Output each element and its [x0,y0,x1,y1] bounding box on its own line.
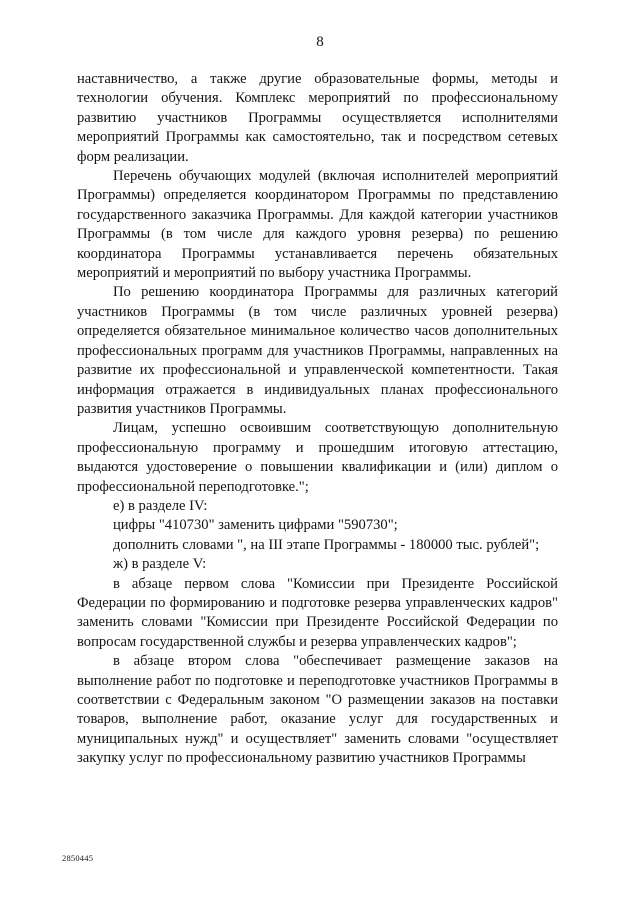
paragraph-certificates: Лицам, успешно освоившим соответствующую дополнительную профессиональную программу и прошедшим итоговую аттестацию, выдаются удостоверение о повышении квалификации и (или) диплом о профессиональной переподготовке."; [77,420,558,495]
document-body [77,70,558,769]
amendment-section-v: ж) в разделе V: [113,556,207,573]
document-code: 2850445 [62,853,94,863]
amendment-second-paragraph: в абзаце втором слова "обеспечивает размещение заказов на выполнение работ по подготовке и переподготовке участников Программы в соответствии с Федеральным законом "О размещении заказов на поставки товаров, выполнение работ, оказание услуг для государственных и муниципальных нужд" и осуществляет" заменить словами "осуществляет закупку услуг по профессиональному развитию участников Программы [77,653,558,767]
paragraph-minimum-hours: По решению координатора Программы для различных категорий участников Программы (в том числе различных уровней резерва) определяется обязательное минимальное количество часов дополнительных профессиональных программ для участников Программы, направленных на развитие их профессиональной и управленческой компетентности. Такая информация отражается в индивидуальных планах профессионального развития участников Программы. [77,284,558,417]
page-number: 8 [316,34,324,50]
paragraph-training-modules: Перечень обучающих модулей (включая исполнителей мероприятий Программы) определяется координатором Программы по представлению государственного заказчика Программы. Для каждой категории участников Программы (в том числе для каждого уровня резерва) по решению координатора Программы устанавливается перечень обязательных мероприятий и мероприятий по выбору участника Программы. [77,168,558,282]
amendment-first-paragraph: в абзаце первом слова "Комиссии при Президенте Российской Федерации по формированию и подготовке резерва управленческих кадров" заменить словами "Комиссии при Президенте Российской Федерации по вопросам государственной службы и резерва управленческих кадров"; [77,575,558,650]
amendment-replace-figures: цифры "410730" заменить цифрами "590730"; [113,517,398,534]
amendment-add-words: дополнить словами ", на III этапе Программы - 180000 тыс. рублей"; [113,536,540,553]
paragraph-continuation: наставничество, а также другие образовательные формы, методы и технологии обучения. Комплекс мероприятий по профессиональному развитию участников Программы осуществляется исполнителями мероприятий Программы как самостоятельно, так и посредством сетевых форм реализации. [77,71,558,165]
amendment-section-iv: е) в разделе IV: [113,497,208,514]
